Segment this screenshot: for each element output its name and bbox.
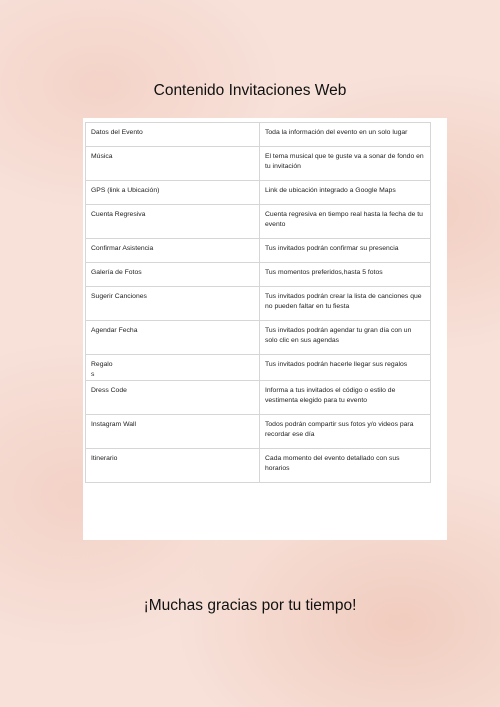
table-row	[86, 147, 431, 181]
description-cell: Toda la información del evento en un solo lugar	[260, 123, 431, 147]
feature-cell: Itinerario	[86, 449, 260, 483]
description-cell: Cada momento del evento detallado con sus horarios	[260, 449, 431, 483]
description-cell: El tema musical que te guste va a sonar de fondo en tu invitación	[260, 147, 431, 181]
content-panel	[83, 118, 447, 540]
feature-cell: GPS (link a Ubicación)	[86, 181, 260, 205]
table-row	[86, 355, 431, 381]
description-cell: Tus invitados podrán crear la lista de canciones que no pueden faltar en tu fiesta	[260, 287, 431, 321]
feature-cell: Cuenta Regresiva	[86, 205, 260, 239]
feature-cell: Dress Code	[86, 381, 260, 415]
description-cell: Informa a tus invitados el código o estilo de vestimenta elegido para tu evento	[260, 381, 431, 415]
description-cell: Tus momentos preferidos,hasta 5 fotos	[260, 263, 431, 287]
feature-cell: Galería de Fotos	[86, 263, 260, 287]
description-cell: Tus invitados podrán hacerle llegar sus regalos	[260, 355, 431, 381]
description-cell: Cuenta regresiva en tiempo real hasta la fecha de tu evento	[260, 205, 431, 239]
table-row	[86, 415, 431, 449]
table-row	[86, 321, 431, 355]
table-row	[86, 263, 431, 287]
feature-cell: Agendar Fecha	[86, 321, 260, 355]
table-row	[86, 181, 431, 205]
table-row	[86, 205, 431, 239]
feature-cell: Datos del Evento	[86, 123, 260, 147]
description-cell: Link de ubicación integrado a Google Maps	[260, 181, 431, 205]
table-row	[86, 123, 431, 147]
feature-cell: Música	[86, 147, 260, 181]
feature-cell: Confirmar Asistencia	[86, 239, 260, 263]
description-cell: Tus invitados podrán agendar tu gran día con un solo clic en sus agendas	[260, 321, 431, 355]
table-row	[86, 287, 431, 321]
table-row	[86, 381, 431, 415]
features-table	[85, 122, 431, 483]
page-title: Contenido Invitaciones Web	[153, 82, 347, 99]
description-cell: Todos podrán compartir sus fotos y/o videos para recordar ese día	[260, 415, 431, 449]
table-row	[86, 239, 431, 263]
table-row	[86, 449, 431, 483]
description-cell: Tus invitados podrán confirmar su presencia	[260, 239, 431, 263]
thank-you-message: ¡Muchas gracias por tu tiempo!	[143, 597, 357, 614]
feature-cell: Regalo s	[86, 355, 260, 381]
feature-cell: Sugerir Canciones	[86, 287, 260, 321]
feature-cell: Instagram Wall	[86, 415, 260, 449]
